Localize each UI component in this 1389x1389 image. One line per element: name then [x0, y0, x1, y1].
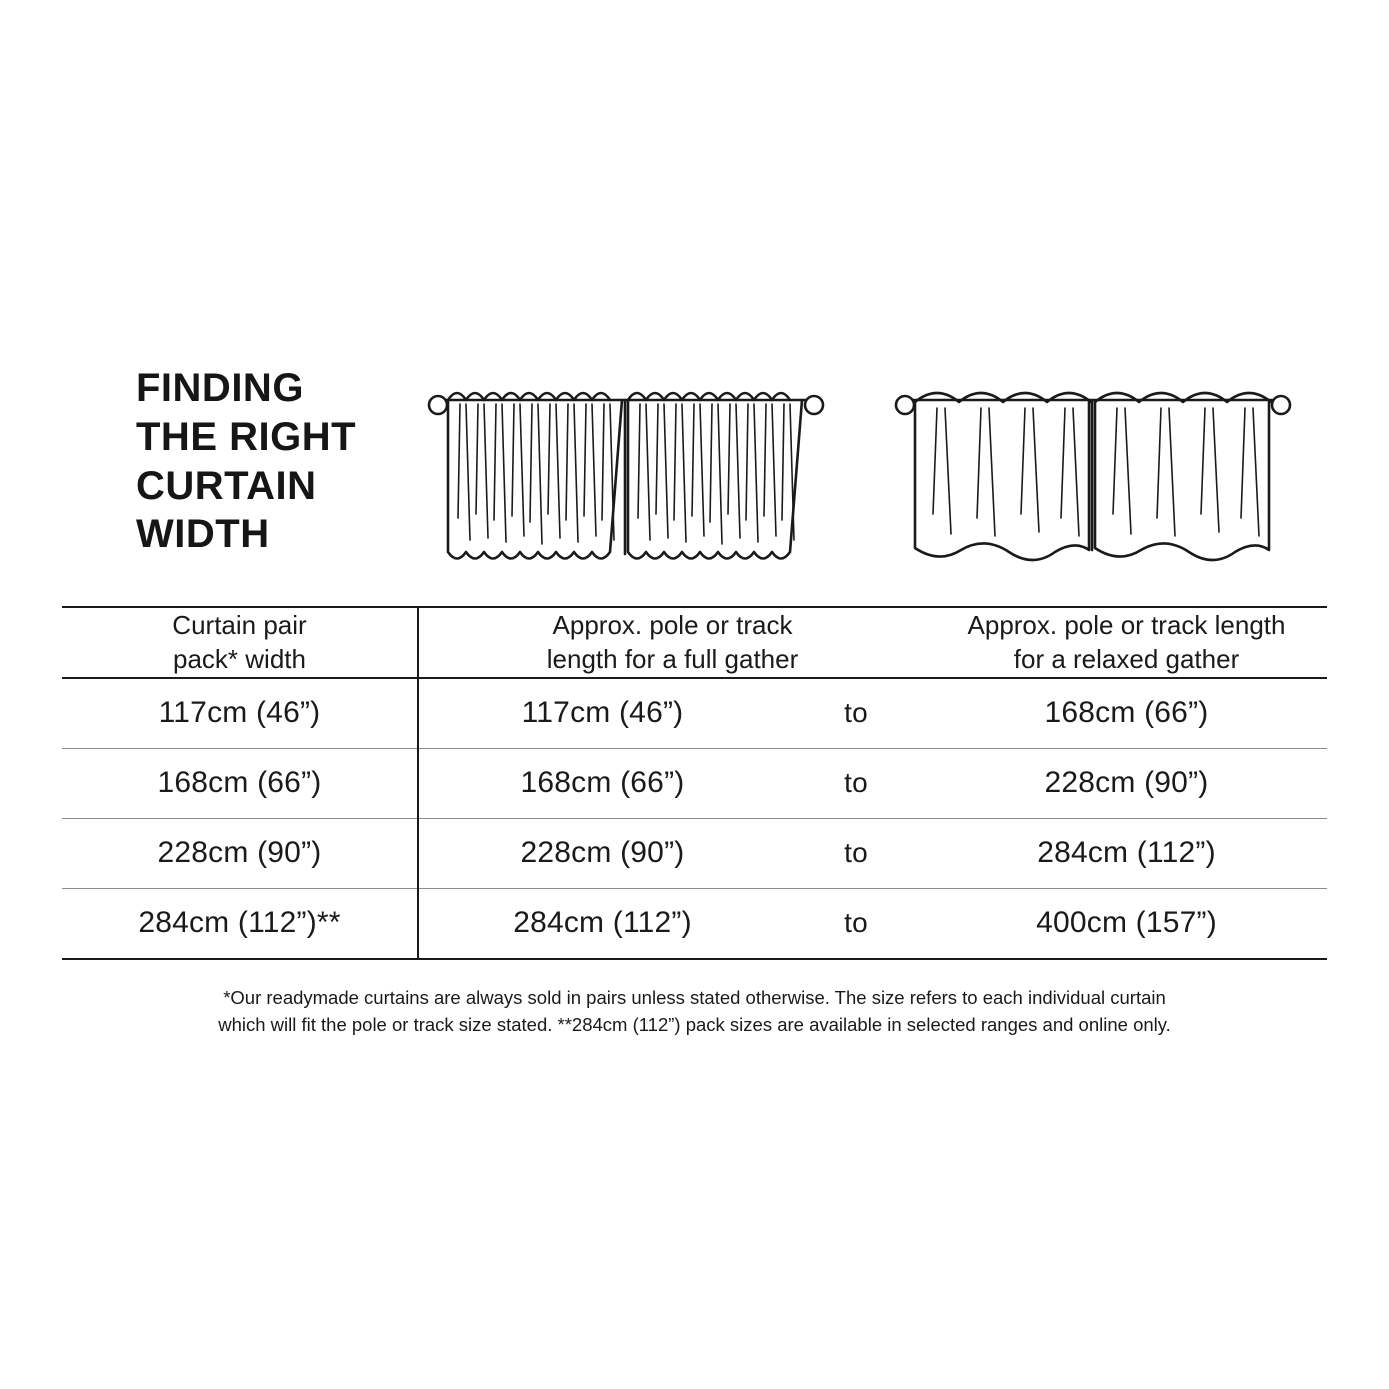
footnote-line-2: which will fit the pole or track size stated. **284cm (112”) pack sizes are available in selected ranges and online only. [218, 1014, 1171, 1036]
cell-relaxed-gather: 168cm (66”) [926, 678, 1327, 749]
footnote [62, 984, 1327, 1040]
content-wrapper [62, 358, 1327, 1039]
title-line-2: THE RIGHT [136, 414, 357, 459]
cell-full-gather: 284cm (112”) [418, 888, 786, 959]
cell-to: to [786, 678, 926, 749]
cell-to: to [786, 748, 926, 818]
header-relaxed-gather-line2: for a relaxed gather [1013, 644, 1240, 675]
cell-pack-width: 228cm (90”) [62, 818, 418, 888]
table-header-row [62, 607, 1327, 678]
cell-relaxed-gather: 400cm (157”) [926, 888, 1327, 959]
title-line-4: WIDTH [136, 512, 270, 557]
footnote-line-1: *Our readymade curtains are always sold in pairs unless stated otherwise. The size refers to each individual curtain [223, 986, 1166, 1008]
header-pack-width-line2: pack* width [173, 644, 306, 675]
table-row [62, 678, 1327, 749]
cell-pack-width: 168cm (66”) [62, 748, 418, 818]
table-head [62, 607, 1327, 678]
cell-to: to [786, 888, 926, 959]
table-body [62, 678, 1327, 959]
full-gather-curtain-icon [426, 368, 826, 583]
cell-full-gather: 117cm (46”) [418, 678, 786, 749]
cell-pack-width: 284cm (112”)** [62, 888, 418, 959]
table-row [62, 818, 1327, 888]
header-full-gather [418, 607, 926, 678]
illustrations [392, 358, 1327, 583]
curtain-size-table [62, 606, 1327, 960]
relaxed-gather-curtain-icon [893, 368, 1293, 583]
cell-full-gather: 168cm (66”) [418, 748, 786, 818]
table-row [62, 748, 1327, 818]
cell-pack-width: 117cm (46”) [62, 678, 418, 749]
page-title [62, 358, 392, 559]
cell-full-gather: 228cm (90”) [418, 818, 786, 888]
header-pack-width-line1: Curtain pair [172, 610, 307, 640]
header-full-gather-line2: length for a full gather [546, 644, 799, 675]
cell-relaxed-gather: 284cm (112”) [926, 818, 1327, 888]
cell-relaxed-gather: 228cm (90”) [926, 748, 1327, 818]
header-row [62, 358, 1327, 606]
cell-to: to [786, 818, 926, 888]
header-full-gather-line1: Approx. pole or track [552, 610, 793, 640]
header-pack-width [62, 607, 418, 678]
table-row [62, 888, 1327, 959]
title-line-3: CURTAIN [136, 463, 317, 508]
title-line-1: FINDING [136, 366, 304, 410]
header-relaxed-gather [926, 607, 1327, 678]
header-relaxed-gather-line1: Approx. pole or track length [967, 610, 1286, 640]
